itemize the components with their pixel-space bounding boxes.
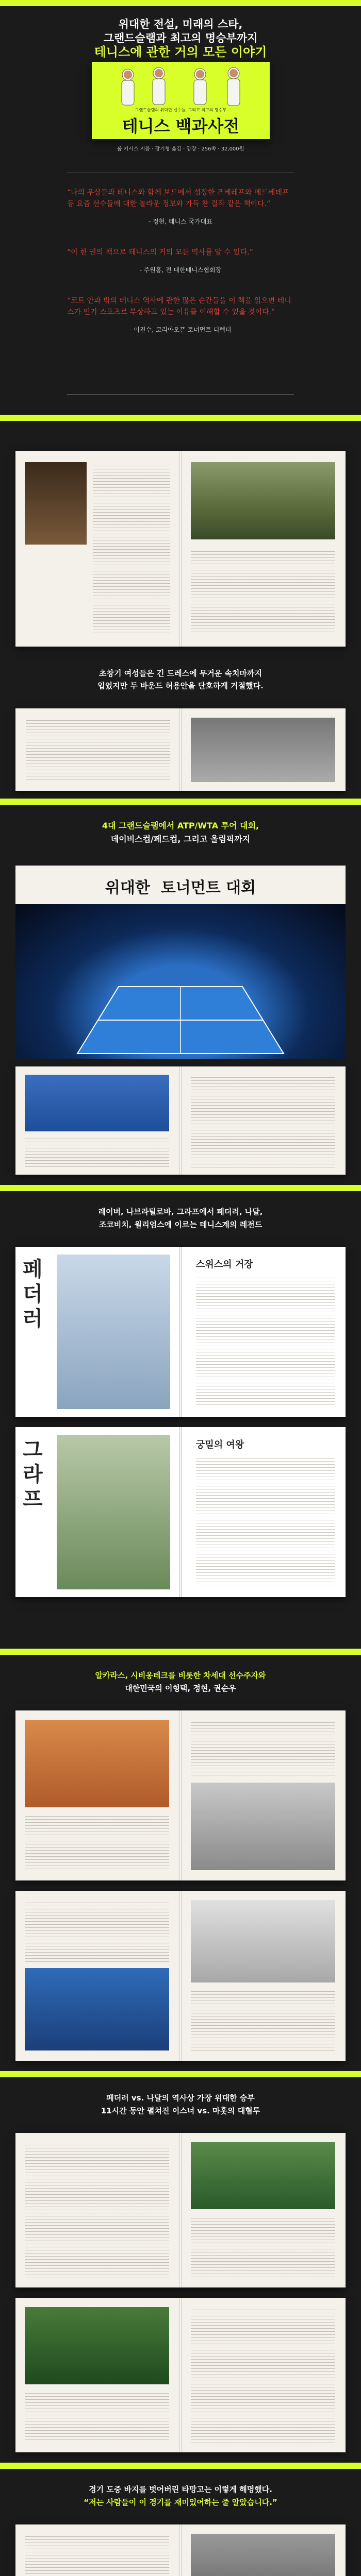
graf-photo xyxy=(57,1435,170,1589)
accent-bar-1 xyxy=(0,415,361,421)
tournaments-banner-title: 위대한 토너먼트 대회 xyxy=(105,879,256,897)
book-cover xyxy=(92,62,270,139)
history-spread xyxy=(15,451,346,647)
tournaments-banner xyxy=(15,866,346,904)
quote-2-text: “이 한 권의 책으로 테니스의 거의 모든 역사를 알 수 있다.” xyxy=(67,248,253,257)
accent-bar-3 xyxy=(0,1185,361,1191)
quote-2-author: - 주원홍, 전 대한테니스협회장 xyxy=(139,266,222,274)
accent-bar-5 xyxy=(0,2071,361,2077)
federer-photo xyxy=(57,1255,170,1409)
scandals-text-1: 경기 도중 바지를 벗어버린 타망고는 이렇게 해명했다. xyxy=(89,2485,272,2494)
matches-spread-2 xyxy=(15,2298,346,2452)
graf-name: 그라프 xyxy=(23,1438,43,1511)
scandals-text-2: “저는 사람들이 이 경기를 재미있어하는 줄 알았습니다.” xyxy=(84,2498,277,2507)
korean-player-photo-4 xyxy=(191,1900,335,1982)
federer-spread xyxy=(15,1247,346,1417)
matches-section xyxy=(0,2071,361,2463)
quote-3-author: - 이진수, 코리아오픈 토너먼트 디렉터 xyxy=(129,326,232,333)
matches-text-1: 페더러 vs. 나달의 역사상 가장 위대한 승부 xyxy=(106,2093,255,2103)
scandal-photo-1 xyxy=(191,2534,335,2576)
tournaments-text-2: 데이비스컵/페드컵, 그리고 올림픽까지 xyxy=(110,834,251,844)
top-accent-bar xyxy=(0,0,361,6)
court-photo xyxy=(25,1075,169,1131)
matches-spread-1 xyxy=(15,2133,346,2287)
hero-line1: 위대한 전설, 미래의 스타, xyxy=(118,18,243,30)
federer-caption: 스위스의 거장 xyxy=(196,1259,253,1270)
history-text-1: 초창기 여성들은 긴 드레스에 무거운 속치마까지 xyxy=(99,669,262,678)
quotes-section xyxy=(0,157,361,415)
hero-line2: 그랜드슬램과 최고의 명승부까지 xyxy=(103,32,258,44)
next-gen-text-1: 알카라스, 시비옹테크를 비롯한 차세대 선수주자와 xyxy=(95,1671,266,1680)
scandals-section xyxy=(0,2463,361,2576)
accent-bar-6 xyxy=(0,2463,361,2469)
hero-section xyxy=(0,0,361,157)
history-section xyxy=(0,415,361,799)
legends-text-1: 레이버, 나브라틸로바, 그라프에서 페더러, 나달, xyxy=(98,1207,263,1216)
portrait-painting xyxy=(25,462,87,545)
cover-title: 테니스 백과사전 xyxy=(122,116,240,136)
korean-player-photo-3 xyxy=(25,1968,169,2050)
next-gen-section xyxy=(0,1649,361,2071)
history-text-2: 입었지만 두 바운드 허용안을 단호하게 거절했다. xyxy=(97,681,264,690)
match-photo-1 xyxy=(191,2142,335,2209)
accent-bar-2 xyxy=(0,799,361,805)
tournaments-spread xyxy=(15,1066,346,1175)
graf-caption: 궁밀의 여왕 xyxy=(196,1439,244,1450)
cover-subtitle: 그랜드슬램의 위대한 선수들, 그리고 최고의 명승부 xyxy=(135,108,227,112)
legends-section xyxy=(0,1185,361,1649)
graf-spread xyxy=(15,1427,346,1597)
matches-text-2: 11시간 동안 펼쳐진 이스너 vs. 마훗의 대혈투 xyxy=(101,2106,260,2115)
book-meta: 롭 커시스 지음 · 장기형 옮김 · 양장 · 256쪽 · 32,000원 xyxy=(117,146,244,152)
stadium-photo xyxy=(15,904,346,1059)
next-gen-text-2: 대한민국의 이형택, 정현, 권순우 xyxy=(125,1684,236,1693)
next-gen-spread-1 xyxy=(15,1710,346,1880)
korean-player-photo-2 xyxy=(191,1783,335,1870)
federer-name: 페더러 xyxy=(23,1258,43,1331)
tournaments-text-1: 4대 그랜드슬램에서 ATP/WTA 투어 대회, xyxy=(102,821,259,831)
hero-line3: 테니스에 관한 거의 모든 이야기 xyxy=(94,45,267,59)
next-gen-spread-2 xyxy=(15,1891,346,2061)
history-spread-2 xyxy=(15,708,346,791)
quote-1-author: - 정현, 테니스 국가대표 xyxy=(149,218,212,225)
accent-bar-4 xyxy=(0,1649,361,1655)
quote-divider-bottom xyxy=(67,394,294,395)
korean-player-photo-1 xyxy=(25,1720,169,1807)
scandals-spread-1 xyxy=(15,2524,346,2576)
match-photo-2 xyxy=(25,2307,169,2384)
quote-1-text: “나의 우상들과 테니스와 함께 보드에서 성장한 즈베레프와 메드베데프 등 요즘 선수들에 대한 놀라운 정보와 가득 찬 걸작 같은 책이다.” xyxy=(67,189,289,208)
quote-3-text: “코트 안과 밖의 테니스 역사에 관한 많은 순간들을 이 책을 읽으면 테니스가 인기 스포츠로 부상하고 있는 이유를 이해할 수 있을 것이다.” xyxy=(67,297,291,316)
legends-text-2: 조코비치, 윌리엄스에 이르는 테니스계의 레전드 xyxy=(99,1220,262,1229)
tournaments-section xyxy=(0,799,361,1185)
field-painting xyxy=(191,462,335,539)
archive-photo xyxy=(191,718,335,782)
